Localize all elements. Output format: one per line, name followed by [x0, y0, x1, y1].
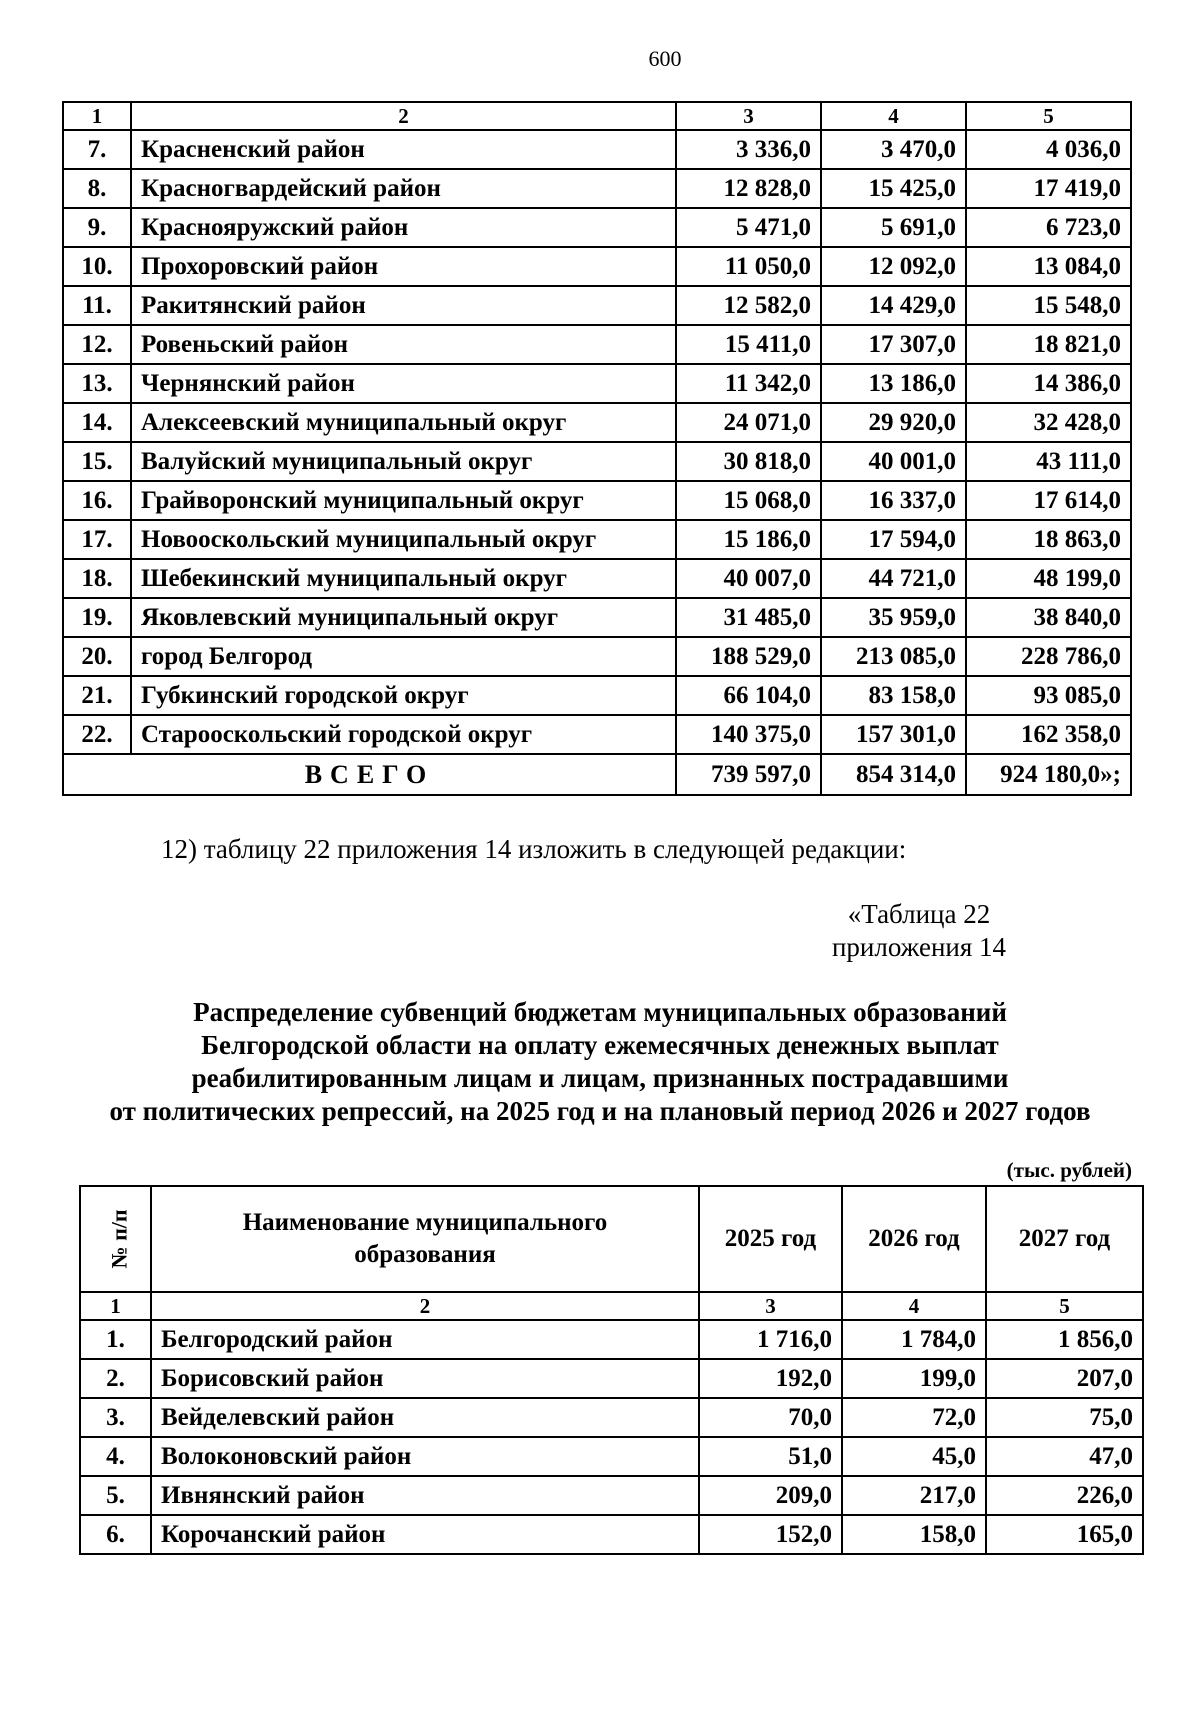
table-row [63, 169, 1131, 208]
value-col3: 12 582,0 [676, 286, 821, 325]
value-col4: 13 186,0 [821, 364, 966, 403]
row-number: 12. [63, 325, 131, 364]
row-number: 6. [80, 1515, 151, 1554]
table-row [63, 637, 1131, 676]
value-col4: 45,0 [842, 1437, 986, 1476]
row-number: 11. [63, 286, 131, 325]
value-col4: 199,0 [842, 1359, 986, 1398]
row-number: 1. [80, 1320, 151, 1359]
row-number: 10. [63, 247, 131, 286]
row-name: Ровеньский район [131, 325, 676, 364]
value-col4: 15 425,0 [821, 169, 966, 208]
value-col5: 15 548,0 [966, 286, 1131, 325]
value-col3: 192,0 [699, 1359, 842, 1398]
value-col5: 162 358,0 [966, 715, 1131, 754]
value-col3: 11 050,0 [676, 247, 821, 286]
column-number-row [63, 102, 1131, 130]
table-row [63, 676, 1131, 715]
document-title [60, 996, 1140, 1128]
title-line: Белгородской области на оплату ежемесячных денежных выплат [201, 1030, 999, 1060]
table-row [80, 1437, 1143, 1476]
value-col3: 3 336,0 [676, 130, 821, 169]
value-col5: 6 723,0 [966, 208, 1131, 247]
total-value-col3: 739 597,0 [676, 754, 821, 795]
value-col3: 11 342,0 [676, 364, 821, 403]
value-col4: 213 085,0 [821, 637, 966, 676]
value-col5: 48 199,0 [966, 559, 1131, 598]
row-name: Прохоровский район [131, 247, 676, 286]
header-2026: 2026 год [842, 1186, 986, 1292]
table-row [63, 403, 1131, 442]
value-col4: 35 959,0 [821, 598, 966, 637]
value-col4: 217,0 [842, 1476, 986, 1515]
table-caption-line: «Таблица 22 [847, 899, 991, 929]
value-col3: 15 068,0 [676, 481, 821, 520]
value-col5: 38 840,0 [966, 598, 1131, 637]
value-col3: 40 007,0 [676, 559, 821, 598]
value-col5: 93 085,0 [966, 676, 1131, 715]
header-2025: 2025 год [699, 1186, 842, 1292]
header-2027: 2027 год [986, 1186, 1143, 1292]
value-col3: 30 818,0 [676, 442, 821, 481]
total-value-col5: 924 180,0»; [966, 754, 1131, 795]
value-col3: 24 071,0 [676, 403, 821, 442]
col-number: 3 [676, 102, 821, 130]
table-row [63, 559, 1131, 598]
col-number: 1 [80, 1292, 151, 1320]
subsidy-table [79, 1185, 1144, 1555]
row-number: 5. [80, 1476, 151, 1515]
value-col5: 18 863,0 [966, 520, 1131, 559]
value-col5: 1 856,0 [986, 1320, 1143, 1359]
header-name [151, 1186, 699, 1292]
row-number: 14. [63, 403, 131, 442]
col-number: 5 [986, 1292, 1143, 1320]
value-col3: 15 411,0 [676, 325, 821, 364]
row-number: 22. [63, 715, 131, 754]
value-col4: 14 429,0 [821, 286, 966, 325]
row-number: 2. [80, 1359, 151, 1398]
value-col5: 18 821,0 [966, 325, 1131, 364]
value-col5: 17 614,0 [966, 481, 1131, 520]
header-number [80, 1186, 151, 1292]
row-name: Борисовский район [151, 1359, 699, 1398]
title-line: от политических репрессий, на 2025 год и на плановый период 2026 и 2027 годов [109, 1096, 1091, 1126]
title-line: реабилитированным лицам и лицам, признанных пострадавшими [191, 1063, 1009, 1093]
value-col3: 66 104,0 [676, 676, 821, 715]
table-row [63, 286, 1131, 325]
value-col5: 47,0 [986, 1437, 1143, 1476]
table-row [63, 520, 1131, 559]
row-name: Ивнянский район [151, 1476, 699, 1515]
header-number-label: № п/п [106, 1209, 132, 1269]
value-col4: 17 307,0 [821, 325, 966, 364]
row-number: 16. [63, 481, 131, 520]
col-number: 5 [966, 102, 1131, 130]
row-name: Новооскольский муниципальный округ [131, 520, 676, 559]
table-row [63, 208, 1131, 247]
value-col5: 13 084,0 [966, 247, 1131, 286]
table-row [63, 247, 1131, 286]
total-row [63, 754, 1131, 795]
row-name: Яковлевский муниципальный округ [131, 598, 676, 637]
row-name: Алексеевский муниципальный округ [131, 403, 676, 442]
header-name-line: образования [354, 1241, 496, 1268]
value-col5: 43 111,0 [966, 442, 1131, 481]
row-name: Грайворонский муниципальный округ [131, 481, 676, 520]
header-name-line: Наименование муниципального [242, 1209, 608, 1236]
row-number: 4. [80, 1437, 151, 1476]
value-col4: 3 470,0 [821, 130, 966, 169]
row-number: 8. [63, 169, 131, 208]
row-number: 9. [63, 208, 131, 247]
value-col5: 32 428,0 [966, 403, 1131, 442]
value-col5: 165,0 [986, 1515, 1143, 1554]
table-row [63, 598, 1131, 637]
row-name: Волоконовский район [151, 1437, 699, 1476]
row-number: 3. [80, 1398, 151, 1437]
value-col3: 152,0 [699, 1515, 842, 1554]
col-number: 2 [151, 1292, 699, 1320]
table-row [80, 1320, 1143, 1359]
value-col4: 29 920,0 [821, 403, 966, 442]
column-number-row [80, 1292, 1143, 1320]
col-number: 3 [699, 1292, 842, 1320]
value-col5: 14 386,0 [966, 364, 1131, 403]
col-number: 4 [842, 1292, 986, 1320]
units-label: (тыс. рублей) [1006, 1158, 1132, 1182]
row-name: Шебекинский муниципальный округ [131, 559, 676, 598]
col-number: 2 [131, 102, 676, 130]
total-label: ВСЕГО [63, 754, 676, 795]
value-col4: 157 301,0 [821, 715, 966, 754]
value-col4: 16 337,0 [821, 481, 966, 520]
table-caption-line: приложения 14 [831, 932, 1007, 962]
col-number: 1 [63, 102, 131, 130]
value-col3: 140 375,0 [676, 715, 821, 754]
col-number: 4 [821, 102, 966, 130]
table-row [63, 481, 1131, 520]
value-col4: 83 158,0 [821, 676, 966, 715]
value-col5: 226,0 [986, 1476, 1143, 1515]
row-name: Краснояружский район [131, 208, 676, 247]
title-line: Распределение субвенций бюджетам муниципальных образований [193, 997, 1007, 1027]
value-col4: 40 001,0 [821, 442, 966, 481]
table-continuation [62, 101, 1132, 796]
row-number: 20. [63, 637, 131, 676]
value-col4: 158,0 [842, 1515, 986, 1554]
value-col4: 72,0 [842, 1398, 986, 1437]
value-col4: 1 784,0 [842, 1320, 986, 1359]
row-name: город Белгород [131, 637, 676, 676]
table-row [80, 1398, 1143, 1437]
row-number: 7. [63, 130, 131, 169]
table-row [63, 364, 1131, 403]
value-col3: 51,0 [699, 1437, 842, 1476]
table-row [63, 130, 1131, 169]
value-col5: 228 786,0 [966, 637, 1131, 676]
row-number: 15. [63, 442, 131, 481]
table-row [80, 1476, 1143, 1515]
value-col3: 15 186,0 [676, 520, 821, 559]
row-number: 13. [63, 364, 131, 403]
value-col3: 5 471,0 [676, 208, 821, 247]
row-name: Корочанский район [151, 1515, 699, 1554]
row-number: 19. [63, 598, 131, 637]
row-name: Красненский район [131, 130, 676, 169]
row-name: Ракитянский район [131, 286, 676, 325]
table-row [63, 442, 1131, 481]
row-name: Вейделевский район [151, 1398, 699, 1437]
value-col4: 12 092,0 [821, 247, 966, 286]
header-row [80, 1186, 1143, 1292]
value-col4: 44 721,0 [821, 559, 966, 598]
total-value-col4: 854 314,0 [821, 754, 966, 795]
value-col3: 1 716,0 [699, 1320, 842, 1359]
row-name: Старооскольский городской округ [131, 715, 676, 754]
table-row [63, 325, 1131, 364]
value-col5: 4 036,0 [966, 130, 1131, 169]
table-row [80, 1359, 1143, 1398]
row-name: Белгородский район [151, 1320, 699, 1359]
value-col3: 188 529,0 [676, 637, 821, 676]
value-col4: 5 691,0 [821, 208, 966, 247]
value-col3: 31 485,0 [676, 598, 821, 637]
value-col5: 17 419,0 [966, 169, 1131, 208]
value-col3: 12 828,0 [676, 169, 821, 208]
page-number: 600 [648, 46, 682, 71]
row-number: 21. [63, 676, 131, 715]
amendment-text: 12) таблицу 22 приложения 14 изложить в следующей редакции: [161, 834, 907, 864]
value-col3: 70,0 [699, 1398, 842, 1437]
row-number: 18. [63, 559, 131, 598]
row-name: Валуйский муниципальный округ [131, 442, 676, 481]
table-caption [824, 898, 1014, 964]
table-row [63, 715, 1131, 754]
row-name: Красногвардейский район [131, 169, 676, 208]
value-col3: 209,0 [699, 1476, 842, 1515]
table-row [80, 1515, 1143, 1554]
row-number: 17. [63, 520, 131, 559]
value-col4: 17 594,0 [821, 520, 966, 559]
value-col5: 75,0 [986, 1398, 1143, 1437]
value-col5: 207,0 [986, 1359, 1143, 1398]
row-name: Чернянский район [131, 364, 676, 403]
row-name: Губкинский городской округ [131, 676, 676, 715]
